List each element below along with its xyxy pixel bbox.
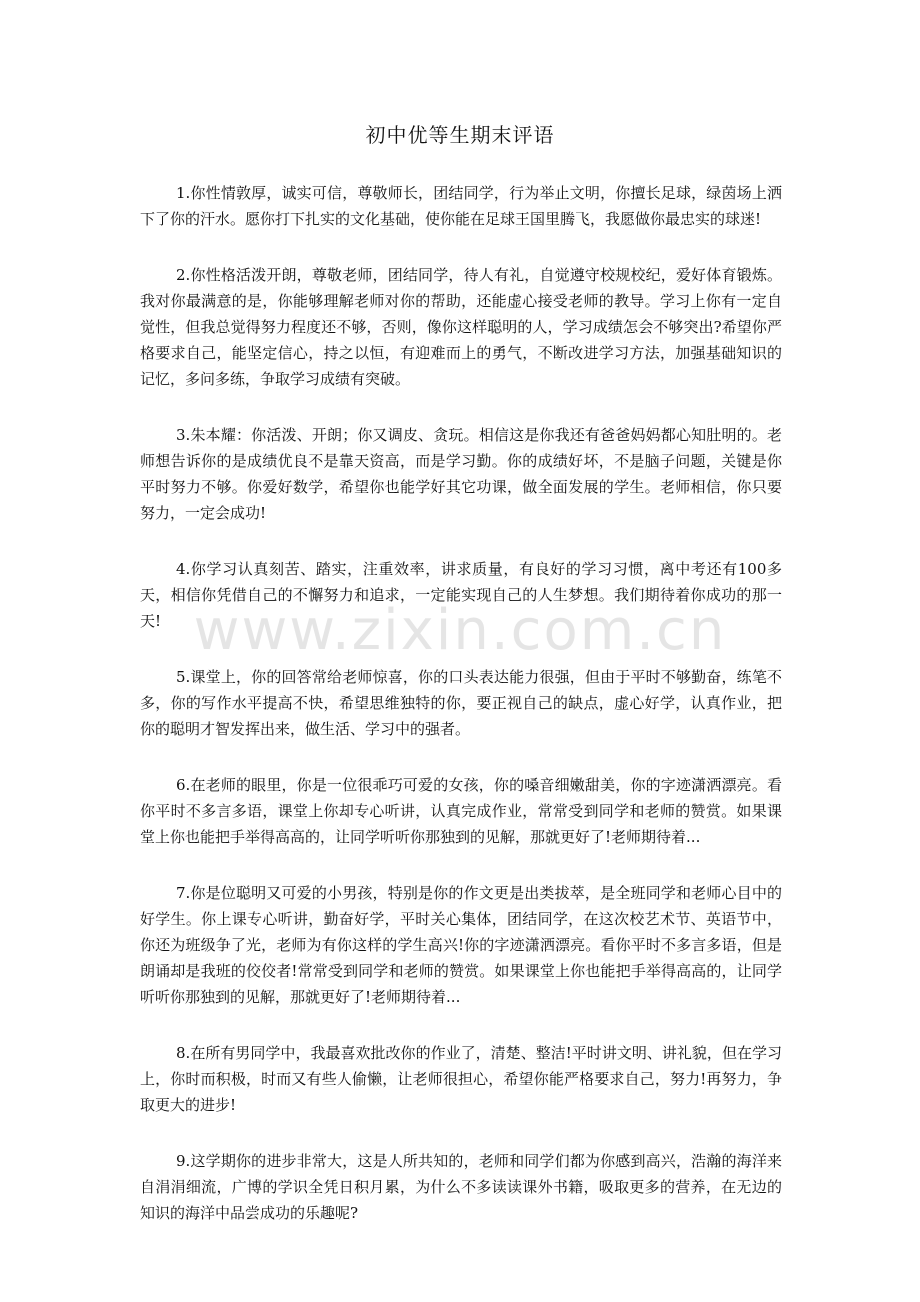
paragraph-9: 9.这学期你的进步非常大，这是人所共知的，老师和同学们都为你感到高兴，浩瀚的海洋来自涓涓细流，广博的学识全凭日积月累，为什么不多读读课外书籍，吸取更多的营养，在无边的知识的海洋中品尝成功的乐趣呢? (140, 1152, 782, 1222)
document-body (140, 180, 782, 1256)
paragraph-3: 3.朱本耀：你活泼、开朗；你又调皮、贪玩。相信这是你我还有爸爸妈妈都心知肚明的。老师想告诉你的是成绩优良不是靠天资高，而是学习勤。你的成绩好坏，不是脑子问题，关键是你平时努力不够。你爱好数学，希望你也能学好其它功课，做全面发展的学生。老师相信，你只要努力，一定会成功! (140, 426, 782, 522)
document-title: 初中优等生期末评语 (365, 123, 555, 147)
paragraph-6: 6.在老师的眼里，你是一位很乖巧可爱的女孩，你的嗓音细嫩甜美，你的字迹潇洒漂亮。看你平时不多言多语，课堂上你却专心听讲，认真完成作业，常常受到同学和老师的赞赏。如果课堂上你也能把手举得高高的，让同学听听你那独到的见解，那就更好了!老师期待着... (140, 776, 782, 846)
paragraph-1: 1.你性情敦厚，诚实可信，尊敬师长，团结同学，行为举止文明，你擅长足球，绿茵场上洒下了你的汗水。愿你打下扎实的文化基础，使你能在足球王国里腾飞，我愿做你最忠实的球迷! (140, 184, 782, 228)
paragraph-8: 8.在所有男同学中，我最喜欢批改你的作业了，清楚、整洁!平时讲文明、讲礼貌，但在学习上，你时而积极，时而又有些人偷懒，让老师很担心，希望你能严格要求自己，努力!再努力，争取更大的进步! (140, 1044, 782, 1114)
watermark: www.zixin.com.cn (193, 598, 727, 663)
paragraph-7: 7.你是位聪明又可爱的小男孩，特别是你的作文更是出类拔萃，是全班同学和老师心目中的好学生。你上课专心听讲，勤奋好学，平时关心集体，团结同学，在这次校艺术节、英语节中，你还为班级争了光，老师为有你这样的学生高兴!你的字迹潇洒漂亮。看你平时不多言多语，但是朗诵却是我班的佼佼者!常常受到同学和老师的赞赏。如果课堂上你也能把手举得高高的，让同学听听你那独到的见解，那就更好了!老师期待着... (140, 884, 782, 1006)
paragraph-2: 2.你性格活泼开朗，尊敬老师，团结同学，待人有礼，自觉遵守校规校纪，爱好体育锻炼。我对你最满意的是，你能够理解老师对你的帮助，还能虚心接受老师的教导。学习上你有一定自觉性，但我总觉得努力程度还不够，否则，像你这样聪明的人，学习成绩怎会不够突出?希望你严格要求自己，能坚定信心，持之以恒，有迎难而上的勇气，不断改进学习方法，加强基础知识的记忆，多问多练，争取学习成绩有突破。 (140, 266, 782, 388)
paragraph-4: 4.你学习认真刻苦、踏实，注重效率，讲求质量，有良好的学习习惯，离中考还有100多天，相信你凭借自己的不懈努力和追求，一定能实现自己的人生梦想。我们期待着你成功的那一天! (140, 560, 782, 630)
paragraph-5: 5.课堂上，你的回答常给老师惊喜，你的口头表达能力很强，但由于平时不够勤奋，练笔不多，你的写作水平提高不快，希望思维独特的你，要正视自己的缺点，虚心好学，认真作业，把你的聪明才智发挥出来，做生活、学习中的强者。 (140, 668, 782, 738)
